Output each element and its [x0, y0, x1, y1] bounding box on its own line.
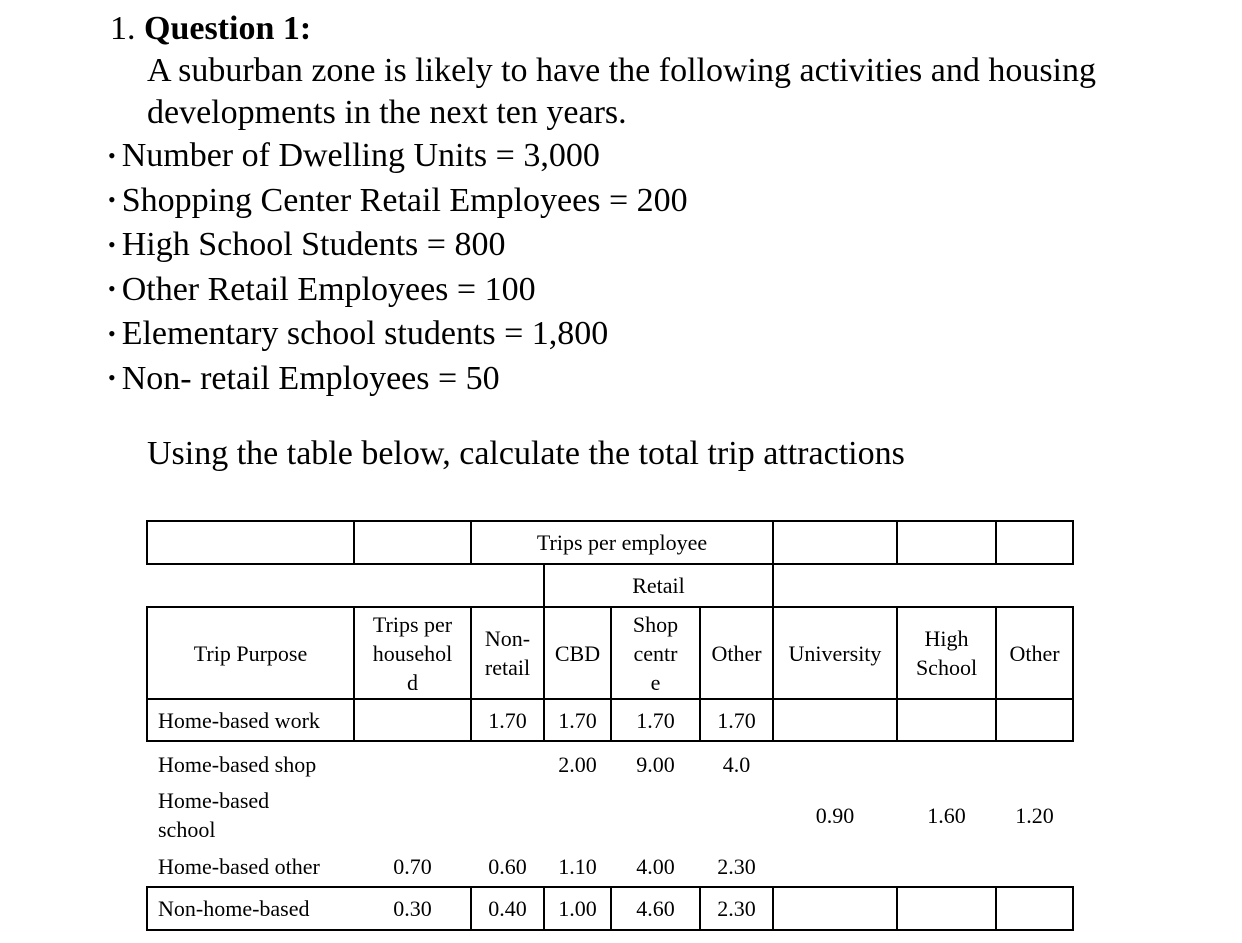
table-rule — [896, 520, 898, 565]
group-header-retail: Retail — [632, 573, 685, 598]
bullet-icon: • — [108, 142, 116, 168]
table-row-home-based-work-purpose: Home-based work — [158, 707, 320, 733]
table-rule — [772, 520, 774, 565]
list-item: • Shopping Center Retail Employees = 200 — [108, 180, 688, 225]
col-header-non-retail: Non- retail — [484, 626, 531, 680]
table-rule — [995, 520, 997, 565]
bullet-icon: • — [108, 276, 116, 302]
table-cell: 1.70 — [717, 707, 756, 733]
question-title: Question 1: — [144, 10, 312, 47]
table-rule — [995, 886, 997, 931]
table-cell: 4.60 — [636, 896, 675, 921]
table-cell: 0.30 — [393, 896, 432, 921]
col-header-shop-centre: Shop centr e — [632, 611, 679, 695]
table-cell: 2.00 — [558, 751, 597, 777]
col-header-trip-purpose: Trip Purpose — [193, 640, 308, 666]
table-cell: 2.30 — [717, 896, 756, 921]
table-cell: 0.70 — [393, 853, 432, 879]
table-rule — [1072, 886, 1074, 931]
col-header-high-school: High School — [915, 626, 978, 680]
table-rule — [772, 563, 774, 608]
instruction-text: Using the table below, calculate the total trip attractions — [147, 435, 905, 472]
table-cell: 9.00 — [636, 751, 675, 777]
table-row-home-based-other-purpose: Home-based other — [158, 853, 320, 879]
list-item: • Number of Dwelling Units = 3,000 — [108, 135, 688, 180]
table-cell: 0.90 — [815, 802, 855, 828]
question-heading — [110, 8, 311, 50]
table-rule — [772, 886, 774, 931]
group-header-trips-per-employee: Trips per employee — [536, 530, 708, 555]
table-row-home-based-shop-purpose: Home-based shop — [158, 751, 317, 777]
table-cell: 1.20 — [1015, 802, 1054, 828]
list-item: • Other Retail Employees = 100 — [108, 269, 688, 314]
table-row-non-home-based-purpose: Non-home-based — [158, 896, 310, 921]
col-header-cbd: CBD — [554, 640, 601, 666]
bullet-icon: • — [108, 231, 116, 257]
table-rule — [896, 886, 898, 931]
table-cell: 0.40 — [488, 896, 527, 921]
question-number: 1. — [110, 10, 136, 47]
bullet-icon: • — [108, 320, 116, 346]
table-cell: 1.60 — [927, 802, 966, 828]
table-cell: 0.60 — [488, 853, 527, 879]
bullet-icon: • — [108, 365, 116, 391]
table-rule — [1072, 520, 1074, 565]
table-cell: 2.30 — [717, 853, 756, 879]
col-header-other-school: Other — [1009, 640, 1060, 666]
table-rule — [1072, 606, 1074, 742]
table-cell: 1.70 — [488, 707, 527, 733]
activity-list — [108, 135, 688, 402]
table-row-home-based-school-purpose: Home-based school — [158, 788, 270, 842]
list-item: • Non- retail Employees = 50 — [108, 358, 688, 403]
table-rule — [146, 520, 148, 565]
table-cell: 1.00 — [558, 896, 597, 921]
table-cell: 1.10 — [558, 853, 597, 879]
bullet-icon: • — [108, 187, 116, 213]
col-header-university: University — [788, 640, 882, 666]
table-cell: 4.00 — [636, 853, 675, 879]
table-cell: 4.0 — [722, 751, 751, 777]
question-intro: A suburban zone is likely to have the following activities and housing developments in the next ten years. — [147, 52, 1096, 131]
list-item: • High School Students = 800 — [108, 224, 688, 269]
table-rule — [353, 520, 355, 565]
table-cell: 1.70 — [636, 707, 675, 733]
col-header-other-retail: Other — [711, 640, 762, 666]
col-header-trips-per-household: Trips per househol d — [372, 611, 453, 695]
list-item: • Elementary school students = 1,800 — [108, 313, 688, 358]
table-cell: 1.70 — [558, 707, 597, 733]
